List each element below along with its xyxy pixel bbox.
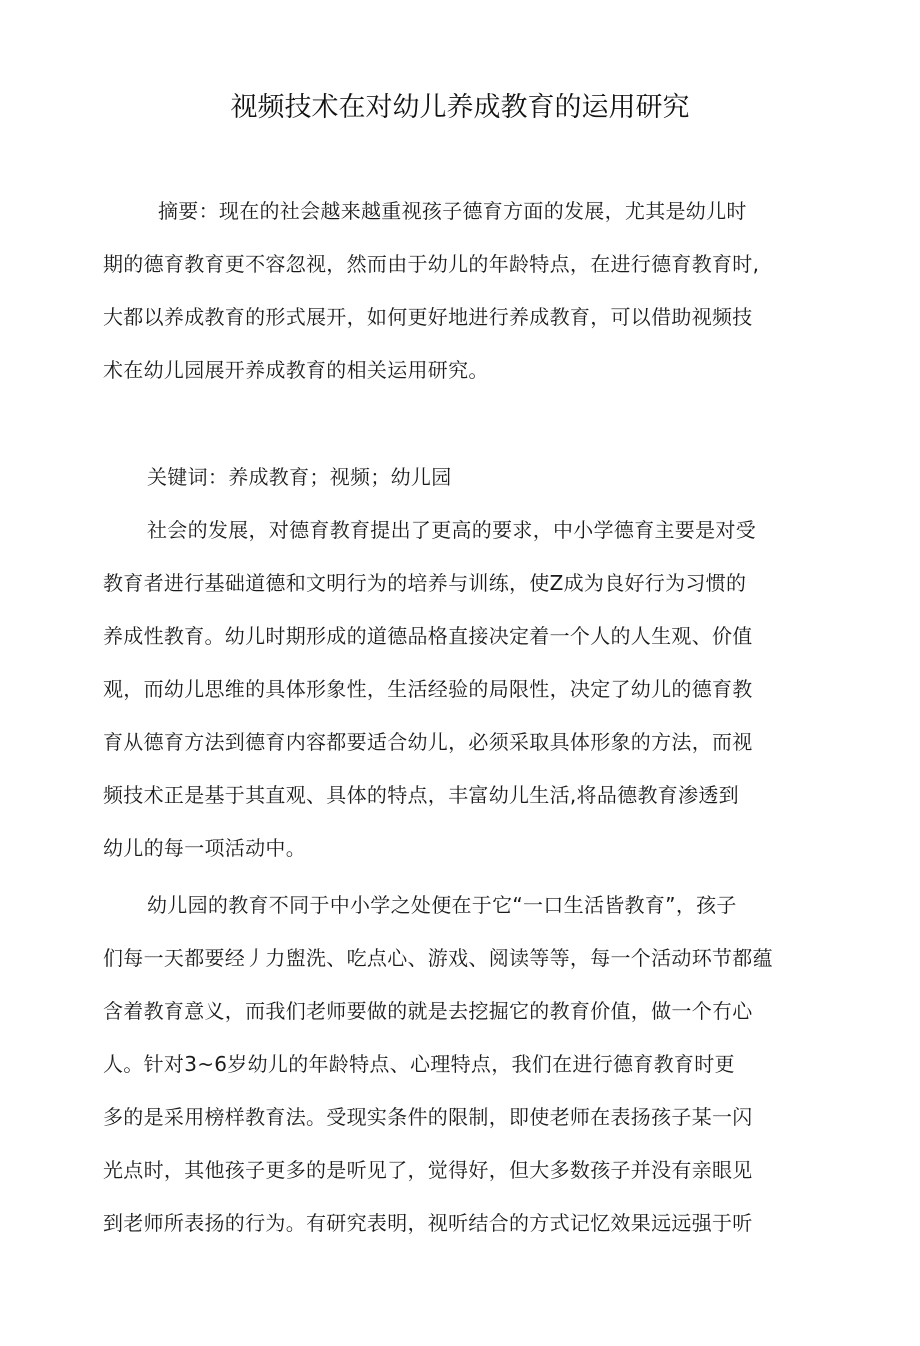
- paragraph-line: 们每一天都要经丿力盥洗、吃点心、游戏、阅读等等，每一个活动环节都蕴: [103, 946, 773, 970]
- paragraph-line: 幼儿的每一项活动中。: [103, 836, 306, 860]
- paragraph-line: 社会的发展，对德育教育提出了更高的要求，中小学德育主要是对受: [147, 518, 756, 542]
- paragraph-line: 到老师所表扬的行为。有研究表明，视听结合的方式记忆效果远远强于听: [103, 1211, 753, 1235]
- document-title: 视频技术在对幼儿养成教育的运用研究: [230, 92, 690, 123]
- paragraph-line: 育从德育方法到德育内容都要适合幼儿，必须采取具体形象的方法，而视: [103, 730, 753, 754]
- paragraph-line: 观，而幼儿思维的具体形象性，生活经验的局限性，决定了幼儿的德育教: [103, 677, 753, 701]
- paragraph-line: 教育者进行基础道德和文明行为的培养与训练，使Z成为良好行为习惯的: [103, 571, 747, 595]
- abstract-line: 摘要：现在的社会越来越重视孩子德育方面的发展，尤其是幼儿时: [158, 199, 747, 223]
- paragraph-line: 频技术正是基于其直观、具体的特点，丰富幼儿生活,将品德教育渗透到: [103, 783, 739, 807]
- paragraph-line: 光点时，其他孩子更多的是听见了，觉得好，但大多数孩子并没有亲眼见: [103, 1158, 753, 1182]
- abstract-line: 期的德育教育更不容忽视，然而由于幼儿的年龄特点，在进行德育教育时,: [103, 252, 760, 276]
- keywords-line: 关键词：养成教育；视频；幼儿园: [147, 465, 452, 489]
- abstract-line: 大都以养成教育的形式展开，如何更好地进行养成教育，可以借助视频技: [103, 305, 753, 329]
- paragraph-line: 养成性教育。幼儿时期形成的道德品格直接决定着一个人的人生观、价值: [103, 624, 753, 648]
- paragraph-line: 幼儿园的教育不同于中小学之处便在于它“一口生活皆教育”，孩子: [147, 893, 737, 917]
- paragraph-line: 多的是采用榜样教育法。受现实条件的限制，即使老师在表扬孩子某一闪: [103, 1105, 753, 1129]
- paragraph-line: 含着教育意义，而我们老师要做的就是去挖掘它的教育价值，做一个冇心: [103, 999, 753, 1023]
- paragraph-line: 人。针对3~6岁幼儿的年龄特点、心理特点，我们在进行德育教育时更: [103, 1052, 735, 1076]
- abstract-line: 术在幼儿园展开养成教育的相关运用研究。: [103, 358, 489, 382]
